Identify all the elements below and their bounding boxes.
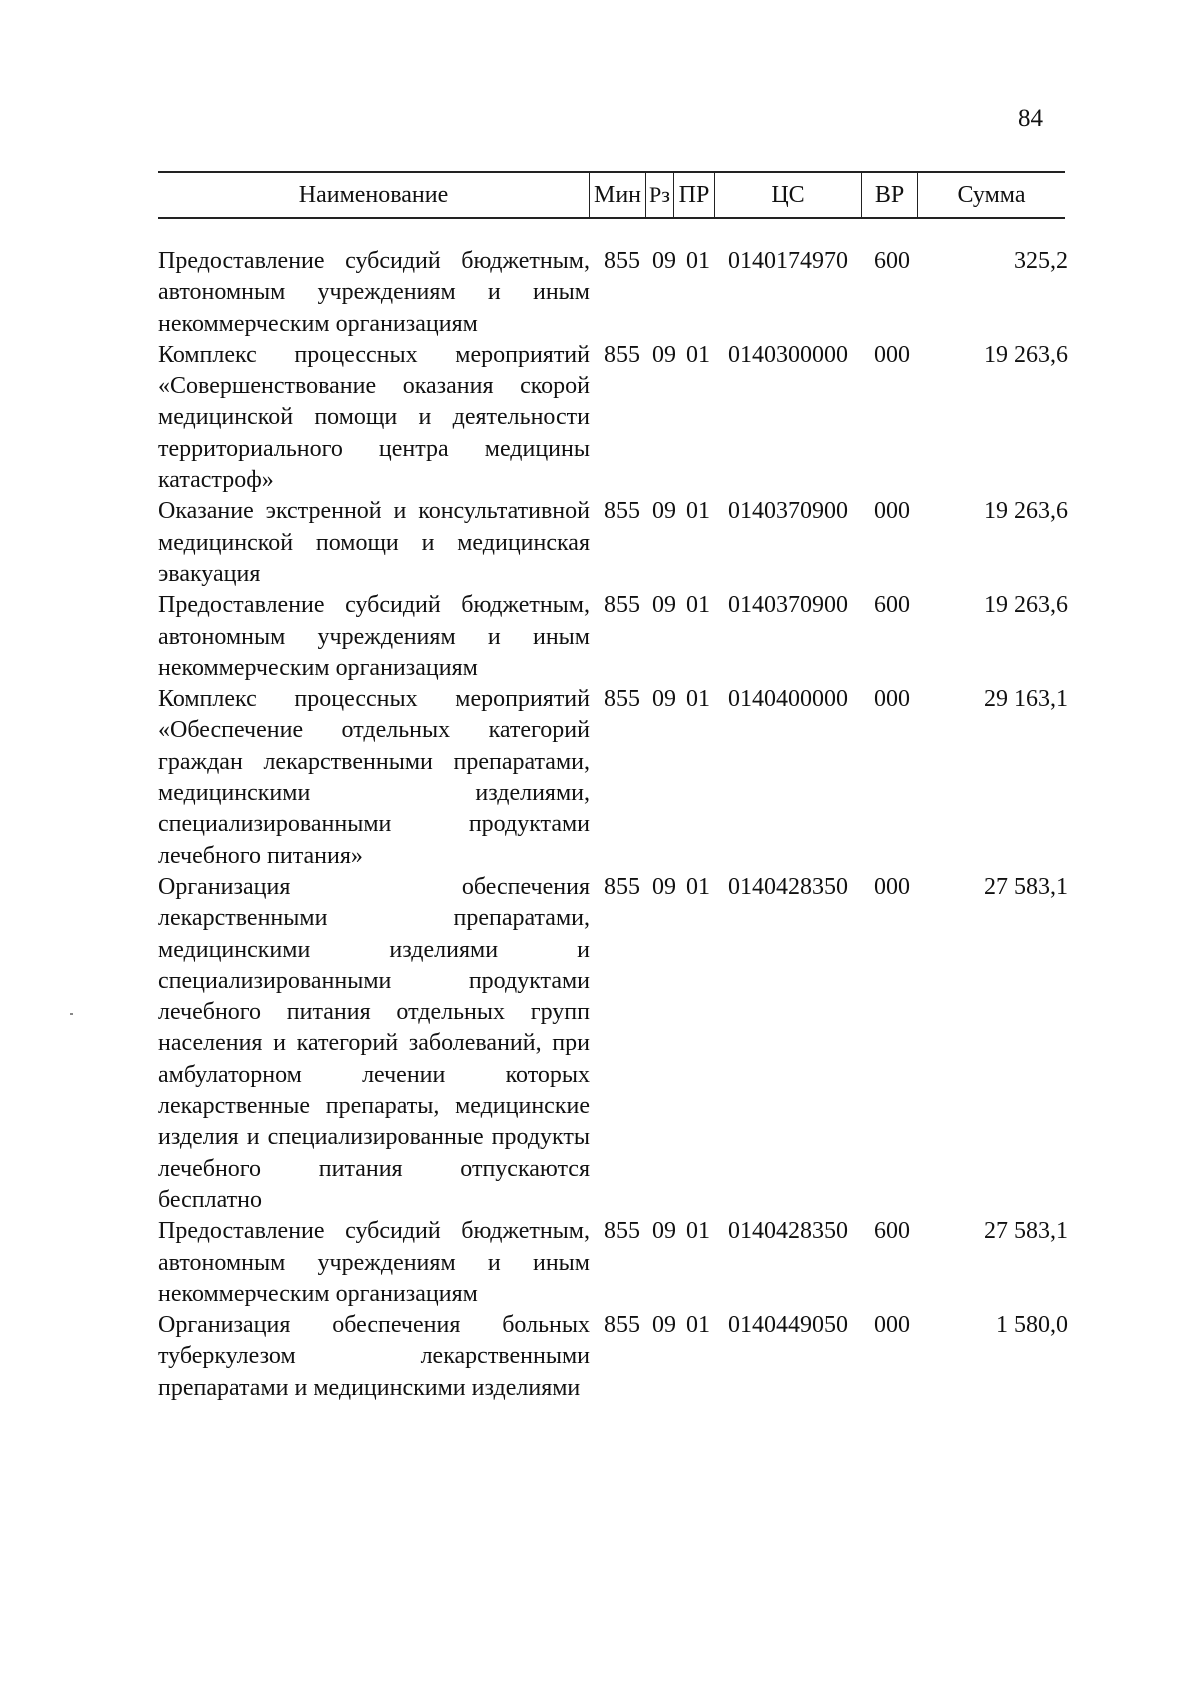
row-name: Организация обеспечения лекарственными препаратами, медицинскими изделиями и специализированными продуктами лечебного питания отдельных групп населения и категорий заболеваний, при амбулаторном лечении которых лекарственные препараты, медицинские изделия и специализированные продукты лечебного питания отпускаются бесплатно <box>158 873 590 1213</box>
row-rz: 09 <box>652 592 676 619</box>
table-body <box>158 246 1068 1404</box>
row-vr: 000 <box>874 498 910 525</box>
header-cs: ЦС <box>715 173 862 217</box>
scan-speck <box>70 1013 73 1015</box>
table-header <box>158 171 1065 219</box>
row-vr: 600 <box>874 1218 910 1245</box>
row-name: Оказание экстренной и консультативной медицинской помощи и медицинская эвакуация <box>158 498 590 587</box>
row-min: 855 <box>604 498 640 525</box>
row-rz: 09 <box>652 1312 676 1339</box>
table-row <box>158 684 1068 872</box>
row-cs: 0140400000 <box>728 686 848 713</box>
row-cs: 0140370900 <box>728 592 848 619</box>
row-rz: 09 <box>652 686 676 713</box>
row-min: 855 <box>604 1218 640 1245</box>
row-vr: 000 <box>874 1312 910 1339</box>
row-sum: 19 263,6 <box>984 341 1068 368</box>
row-cs: 0140428350 <box>728 1218 848 1245</box>
table-row <box>158 872 1068 1216</box>
header-min: Мин <box>590 173 646 217</box>
row-cs: 0140174970 <box>728 248 848 274</box>
row-sum: 19 263,6 <box>984 498 1068 525</box>
row-pr: 01 <box>686 341 710 368</box>
header-vr: ВР <box>862 173 918 217</box>
table-row <box>158 1216 1068 1310</box>
row-name: Предоставление субсидий бюджетным, автономным учреждениям и иным некоммерческим организациям <box>158 248 590 337</box>
row-sum: 19 263,6 <box>984 592 1068 619</box>
row-cs: 0140300000 <box>728 341 848 368</box>
row-pr: 01 <box>686 248 710 274</box>
row-sum: 325,2 <box>1014 248 1068 274</box>
row-vr: 000 <box>874 686 910 713</box>
row-name: Комплекс процессных мероприятий «Совершенствование оказания скорой медицинской помощи и деятельности территориального центра медицины катастроф» <box>158 341 590 494</box>
row-sum: 27 583,1 <box>984 873 1068 900</box>
row-min: 855 <box>604 592 640 619</box>
row-rz: 09 <box>652 341 676 368</box>
row-min: 855 <box>604 873 640 900</box>
row-min: 855 <box>604 686 640 713</box>
row-rz: 09 <box>652 498 676 525</box>
header-sum: Сумма <box>957 182 1026 208</box>
row-name: Комплекс процессных мероприятий «Обеспечение отдельных категорий граждан лекарственными препаратами, медицинскими изделиями, специализированными продуктами лечебного питания» <box>158 686 590 869</box>
row-cs: 0140449050 <box>728 1312 848 1339</box>
row-pr: 01 <box>686 1312 710 1339</box>
row-pr: 01 <box>686 498 710 525</box>
row-min: 855 <box>604 341 640 368</box>
row-cs: 0140428350 <box>728 873 848 900</box>
row-rz: 09 <box>652 248 676 274</box>
table-row <box>158 496 1068 590</box>
table-row <box>158 1310 1068 1404</box>
row-rz: 09 <box>652 873 676 900</box>
row-cs: 0140370900 <box>728 498 848 525</box>
row-pr: 01 <box>686 686 710 713</box>
header-rz: Рз <box>646 173 674 217</box>
page-number: 84 <box>1018 105 1043 132</box>
row-vr: 000 <box>874 873 910 900</box>
row-min: 855 <box>604 1312 640 1339</box>
table-row <box>158 590 1068 684</box>
row-pr: 01 <box>686 592 710 619</box>
header-pr: ПР <box>674 173 715 217</box>
row-vr: 600 <box>874 592 910 619</box>
row-name: Организация обеспечения больных туберкулезом лекарственными препаратами и медицинскими изделиями <box>158 1312 590 1401</box>
table-row <box>158 246 1068 340</box>
row-sum: 27 583,1 <box>984 1218 1068 1245</box>
table-row <box>158 340 1068 496</box>
row-name: Предоставление субсидий бюджетным, автономным учреждениям и иным некоммерческим организациям <box>158 1218 590 1307</box>
row-pr: 01 <box>686 873 710 900</box>
row-rz: 09 <box>652 1218 676 1245</box>
row-vr: 000 <box>874 341 910 368</box>
row-min: 855 <box>604 248 640 274</box>
header-name: Наименование <box>158 173 590 217</box>
row-sum: 29 163,1 <box>984 686 1068 713</box>
row-pr: 01 <box>686 1218 710 1245</box>
row-sum: 1 580,0 <box>996 1312 1068 1339</box>
row-vr: 600 <box>874 248 910 274</box>
row-name: Предоставление субсидий бюджетным, автономным учреждениям и иным некоммерческим организациям <box>158 592 590 681</box>
